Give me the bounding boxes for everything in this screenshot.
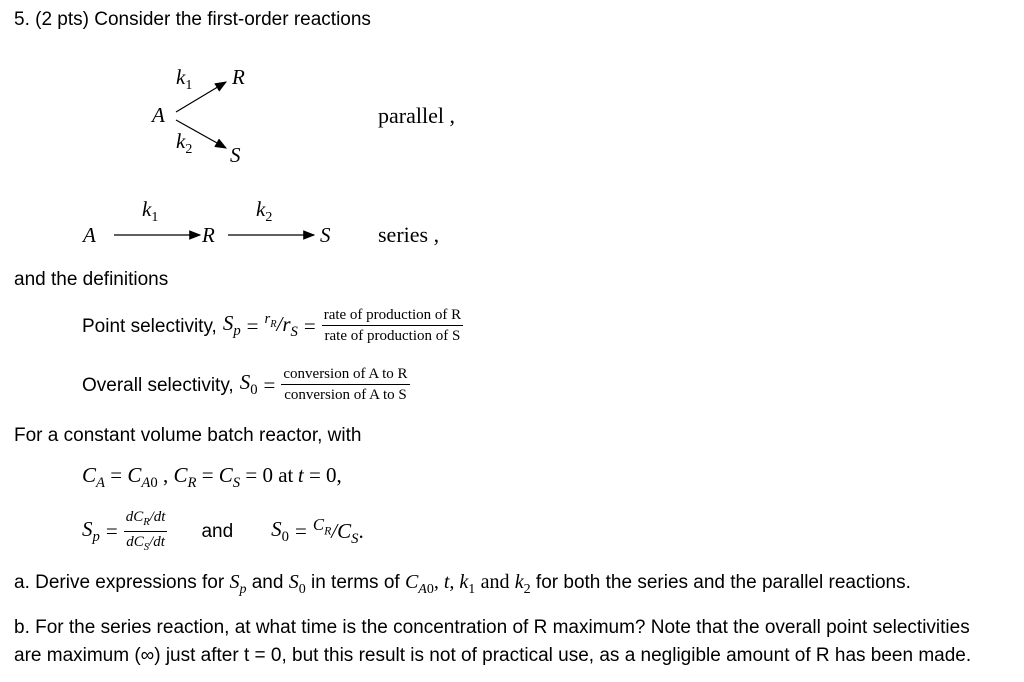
batch-selectivity-definitions: $S_p$ = $\frac{dC_R/dt}{dC_S/dt}$ and $S_0$ = $^{C_R}/C_S$.: [82, 509, 364, 553]
series-product-s: S: [320, 223, 331, 247]
parallel-k1-label: $k_1$: [176, 65, 193, 93]
point-selectivity-definition: Point selectivity, $S_p$ = $^{r_R}/r_S$ = $\frac{\text{rate of production of R}}{\text{rate of production of S}}$: [82, 307, 462, 344]
overall-selectivity-definition: Overall selectivity, $S_0$ = $\frac{\text{conversion of A to R}}{\text{conversion of A to S}}$: [82, 366, 408, 403]
series-label: series ,: [378, 222, 440, 247]
point-selectivity-label: Point selectivity,: [82, 315, 217, 337]
initial-conditions: $C_A = C_{A0}$ , $C_R = C_S = 0$ at t = 0,: [82, 463, 342, 492]
batch-intro: For a constant volume batch reactor, with: [14, 425, 362, 446]
and-word: and: [201, 521, 234, 542]
parallel-reactant-a: A: [152, 103, 165, 127]
parallel-product-r: R: [232, 65, 245, 89]
series-intermediate-r: R: [202, 223, 215, 247]
part-b-question-line2: are maximum (∞) just after t = 0, but this result is not of practical use, as a negligible amount of R has been made.: [14, 645, 972, 666]
parallel-scheme-diagram: [140, 58, 260, 168]
series-k1-label: $k_1$: [142, 197, 159, 225]
part-a-question: a. Derive expressions for $S_p$ and $S_0$ in terms of $C_{A0}$, t, $k_1$ and $k_2$ for both the series and the parallel reactions.: [14, 571, 911, 597]
parallel-product-s: S: [230, 143, 241, 167]
parallel-k2-label: $k_2$: [176, 129, 193, 157]
series-scheme-diagram: [80, 192, 360, 252]
point-selectivity-fraction: $\frac{\text{rate of production of R}}{\text{rate of production of S}}$: [323, 307, 462, 344]
overall-selectivity-fraction: $\frac{\text{conversion of A to R}}{\text{conversion of A to S}}$: [283, 366, 408, 403]
series-k2-label: $k_2$: [256, 197, 273, 225]
series-reactant-a: A: [83, 223, 96, 247]
overall-selectivity-label: Overall selectivity,: [82, 374, 234, 396]
sp-derivative-fraction: $\frac{dC_R/dt}{dC_S/dt}$: [125, 509, 166, 553]
parallel-label: parallel ,: [378, 103, 455, 128]
problem-title: 5. (2 pts) Consider the first-order reactions: [14, 9, 371, 30]
part-b-question-line1: b. For the series reaction, at what time is the concentration of R maximum? Note that the overall point selectivities: [14, 617, 970, 638]
definitions-intro: and the definitions: [14, 269, 169, 290]
